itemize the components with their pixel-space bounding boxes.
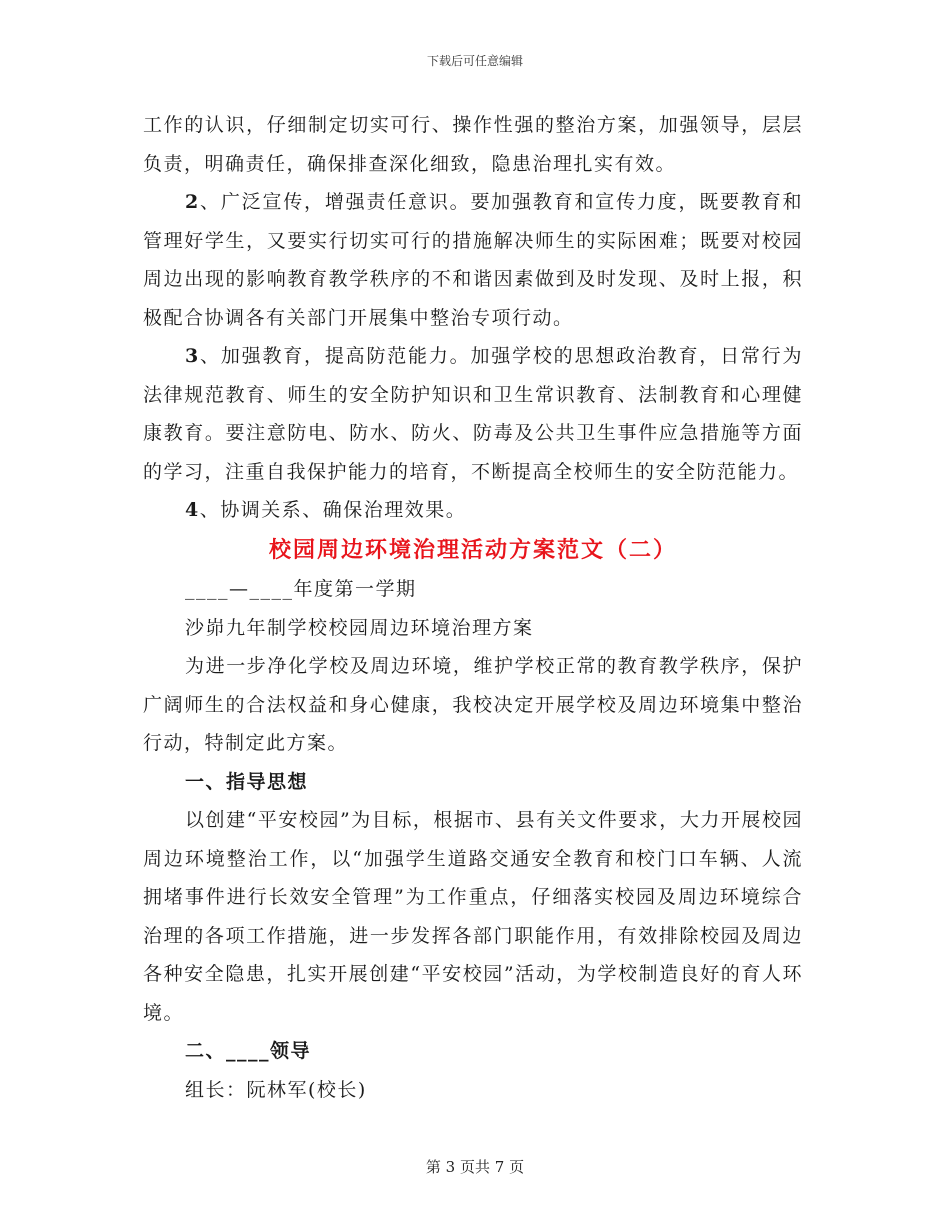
term-line: ____—____年度第一学期	[185, 578, 417, 600]
plan-subtitle: 沙峁九年制学校校园周边环境治理方案	[185, 616, 534, 639]
heading-leadership: 二、____领导	[185, 1040, 312, 1062]
paragraph-item-3	[143, 337, 803, 491]
guiding-paragraph: 以创建“平安校园”为目标，根据市、县有关文件要求，大力开展校园周边环境整治工作，以“加强学生道路交通安全教育和校门口车辆、人流拥堵事件进行长效安全管理”为工作重点，仔细落实校园及周边环境综合治理的各项工作措施，进一步发挥各部门职能作用，有效排除校园及周边各种安全隐患，扎实开展创建“平安校园”活动，为学校制造良好的育人环境。	[143, 809, 803, 1024]
item-number: 2	[185, 191, 200, 213]
paragraph-continuation: 工作的认识，仔细制定切实可行、操作性强的整治方案，加强领导，层层负责，明确责任，确保排查深化细致，隐患治理扎实有效。	[143, 114, 803, 175]
heading-guiding-ideology: 一、指导思想	[185, 770, 309, 793]
item-text: 、加强教育，提高防范能力。加强学校的思想政治教育，日常行为法律规范教育、师生的安全防护知识和卫生常识教育、法制教育和心理健康教育。要注意防电、防水、防火、防毒及公共卫生事件应急措施等方面的学习，注重自我保护能力的培育，不断提高全校师生的安全防范能力。	[143, 345, 803, 483]
paragraph-item-4	[143, 491, 803, 530]
document-body	[143, 106, 803, 1109]
item-text: 、协调关系、确保治理效果。	[199, 499, 467, 521]
section-title: 校园周边环境治理活动方案范文（二）	[268, 536, 677, 563]
intro-paragraph: 为进一步净化学校及周边环境，维护学校正常的教育教学秩序，保护广阔师生的合法权益和身心健康，我校决定开展学校及周边环境集中整治行动，特制定此方案。	[143, 655, 803, 754]
item-number: 3	[185, 345, 200, 367]
page-footer: 第 3 页共 7 页	[425, 1158, 525, 1176]
item-number: 4	[185, 499, 200, 521]
page-header: 下载后可任意编辑	[426, 54, 523, 68]
item-text: 、广泛宣传，增强责任意识。要加强教育和宣传力度，既要教育和管理好学生，又要实行切实可行的措施解决师生的实际困难；既要对校园周边出现的影响教育教学秩序的不和谐因素做到及时发现、及时上报，积极配合协调各有关部门开展集中整治专项行动。	[143, 191, 803, 329]
leader-line: 组长：阮林军(校长)	[185, 1078, 367, 1101]
paragraph-item-2	[143, 183, 803, 337]
